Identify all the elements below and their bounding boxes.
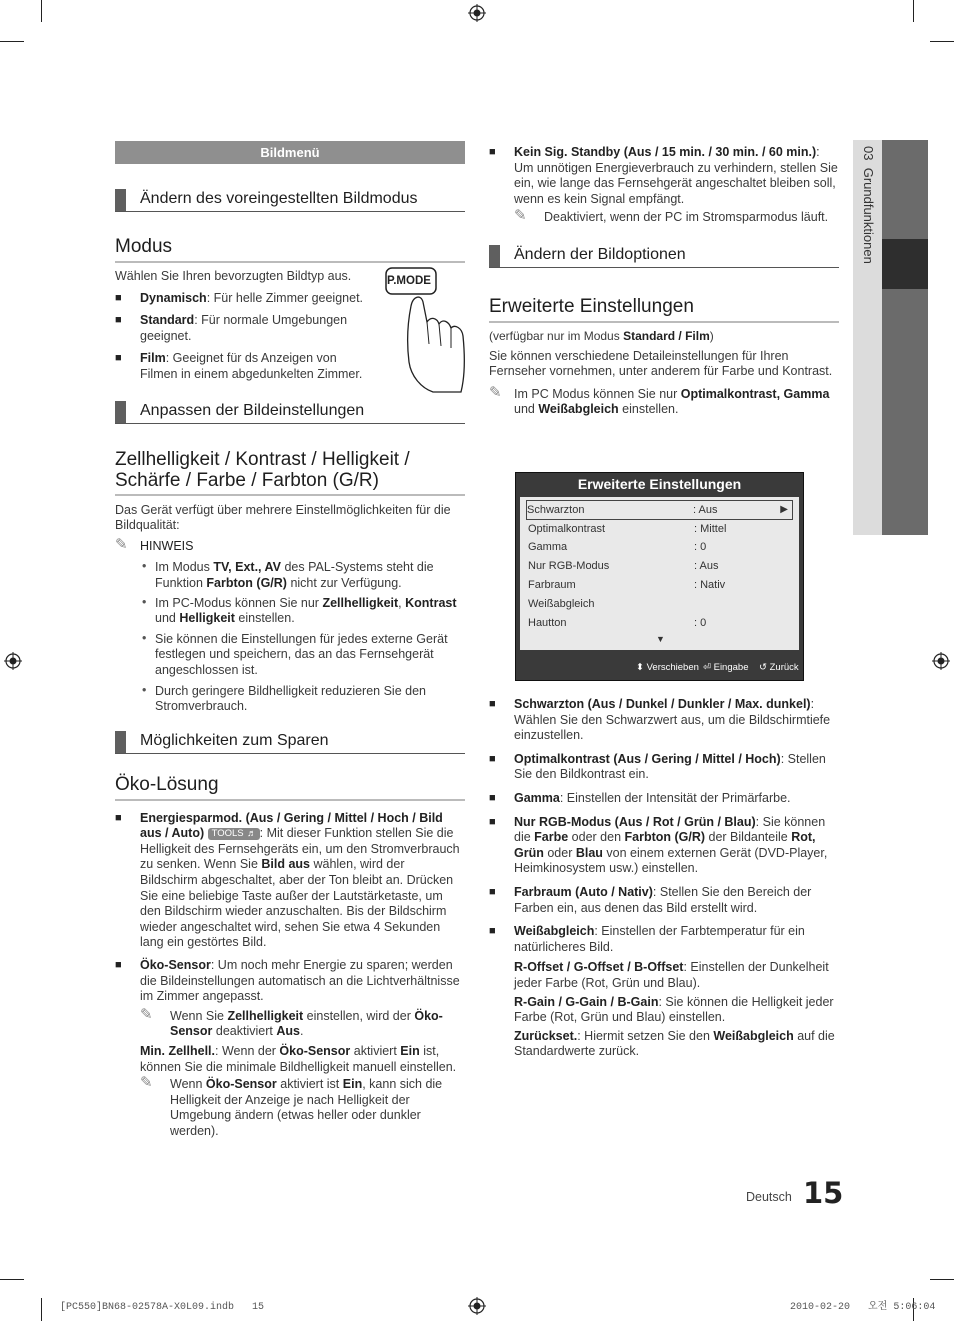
hinweis-list <box>140 560 465 714</box>
note: ✎ Wenn Öko-Sensor aktiviert ist Ein, kann sich die Helligkeit der Anzeige je nach Helligkeit der Umgebung ändern (etwas heller oder dunkler werden). <box>140 1074 443 1138</box>
tools-icon: ♬ <box>247 828 257 840</box>
list-item: ■ Öko-Sensor: Um noch mehr Energie zu sparen; werden die Bildeinstellungen automatisch an die Lichtverhältnisse im Zimmer angepasst. <box>115 958 465 1005</box>
footer-back: ↺ Zurück <box>759 662 799 673</box>
menu-row-farbraum[interactable]: Farbraum : Nativ <box>528 579 726 591</box>
crop-mark <box>930 1279 954 1280</box>
sub-item: R-Offset / G-Offset / B-Offset: Einstellen der Dunkelheit jeder Farbe (Rot, Grün und Blau). <box>514 960 829 990</box>
crop-mark <box>41 0 42 22</box>
list-item: ■ Farbraum (Auto / Nativ): Stellen Sie den Bereich der Farben ein, aus denen das Bild erstellt wird. <box>489 885 839 916</box>
list-item: ■ Dynamisch: Für helle Zimmer geeignet. <box>115 291 370 307</box>
menu-body <box>520 497 799 650</box>
list-item: ■ Nur RGB-Modus (Aus / Rot / Grün / Blau): Sie können die Farbe oder den Farbton (G/R) der Bildanteile Rot, Grün oder Blau von einem externen Gerät (DVD-Player, Heimkinosystem usw.) einstellen. <box>489 815 839 877</box>
updown-icon: ⬍ <box>636 662 644 673</box>
crop-mark <box>0 41 24 42</box>
menu-title: Erweiterte Einstellungen <box>577 476 742 492</box>
right-list <box>489 697 839 1060</box>
erw-intro: Sie können verschiedene Detaileinstellungen für Ihren Fernseher vornehmen, unter anderem für Farbe und Kontrast. <box>489 348 833 379</box>
crop-mark <box>41 1298 42 1321</box>
note: ✎ Im PC Modus können Sie nur Optimalkontrast, Gamma und Weißabgleich einstellen. <box>489 383 830 417</box>
heading-zellhelligkeit: Zellhelligkeit / Kontrast / Helligkeit / Schärfe / Farbe / Farbton (G/R) <box>115 449 465 496</box>
right-column <box>489 145 839 418</box>
menu-row-rgb[interactable]: Nur RGB-Modus : Aus <box>528 560 719 572</box>
sub-item: R-Gain / G-Gain / B-Gain: Sie können die Helligkeit jeder Farbe (Rot, Grün und Blau) einstellen. <box>514 994 834 1025</box>
note-pencil-icon: ✎ <box>115 535 128 553</box>
section-bar: Bildmenü <box>115 141 465 164</box>
side-tab-dark <box>882 140 928 535</box>
menu-row-gamma[interactable]: Gamma : 0 <box>528 541 707 553</box>
side-tab-active <box>882 239 928 289</box>
modus-intro: Wählen Sie Ihren bevorzugten Bildtyp aus. <box>115 269 352 283</box>
subheading: Ändern des voreingestellten Bildmodus <box>115 187 465 212</box>
hinweis-label: ✎ HINWEIS <box>115 535 194 553</box>
tools-badge: TOOLS ♬ <box>208 828 260 840</box>
list-item: • Im PC-Modus können Sie nur Zellhelligkeit, Kontrast und Helligkeit einstellen. <box>140 596 465 627</box>
oeko-list <box>115 811 465 1140</box>
list-item: ■ Schwarzton (Aus / Dunkel / Dunkler / Max. dunkel): Wählen Sie den Schwarzwert aus, um die Bildschirmtiefe einzustellen. <box>489 697 839 744</box>
pmode-button-label: P.MODE <box>387 275 431 287</box>
menu-row-weissabgleich[interactable]: Weißabgleich <box>528 598 595 610</box>
list-item: • Im Modus TV, Ext., AV des PAL-Systems steht die Funktion Farbton (G/R) nicht zur Verfügung. <box>140 560 465 591</box>
heading-erweiterte: Erweiterte Einstellungen <box>489 296 839 323</box>
side-tab-label: 03 Grundfunktionen <box>861 146 876 264</box>
modus-list <box>115 291 370 383</box>
registration-mark-icon <box>4 652 22 670</box>
registration-mark-icon <box>468 4 486 22</box>
list-item: ■ Standard: Für normale Umgebungen geeignet. <box>115 313 370 344</box>
note-pencil-icon: ✎ <box>489 383 502 401</box>
footer-enter: ⏎ Eingabe <box>703 662 749 673</box>
note-pencil-icon: ✎ <box>514 207 527 225</box>
heading-modus: Modus <box>115 236 465 263</box>
note-pencil-icon: ✎ <box>140 1074 153 1092</box>
crop-mark <box>930 41 954 42</box>
subheading: Anpassen der Bildeinstellungen <box>115 399 465 424</box>
heading-oeko: Öko-Lösung <box>115 774 465 801</box>
list-item: • Sie können die Einstellungen für jedes externe Gerät festlegen und speichern, das an das Fernsehgerät angeschlossen ist. <box>140 632 465 679</box>
crop-mark <box>913 0 914 22</box>
list-item: ■ Kein Sig. Standby (Aus / 15 min. / 30 min. / 60 min.): Um unnötigen Energieverbrauch zu verhindern, stellen Sie ein, wie lange das Fernsehgerät angeschaltet bleiben soll, wenn es kein Signal empfängt. <box>489 145 839 207</box>
min-zellhell-text: Min. Zellhell.: Wenn der Öko-Sensor aktiviert Ein ist, können Sie die minimale Bildhelligkeit manuell einstellen. <box>140 1044 457 1074</box>
crop-mark <box>0 1279 24 1280</box>
settings-menu <box>515 472 804 681</box>
enter-icon: ⏎ <box>703 662 711 673</box>
sub-item: Zurückset.: Hiermit setzen Sie den Weißabgleich auf die Standardwerte zurück. <box>514 1028 835 1059</box>
registration-mark-icon <box>932 652 950 670</box>
footer-date: 2010-02-20 오전 5:06:04 <box>790 1302 936 1313</box>
footer-language: Deutsch <box>746 1190 792 1204</box>
modus-section <box>115 269 465 383</box>
list-item: ■ Weißabgleich: Einstellen der Farbtemperatur für ein natürlicheres Bild. <box>489 924 839 955</box>
list-item: ■ Film: Geeignet für ds Anzeigen von Filmen in einem abgedunkelten Zimmer. <box>115 351 370 382</box>
list-item: • Durch geringere Bildhelligkeit reduzieren Sie den Stromverbrauch. <box>140 684 465 715</box>
footer-file: [PC550]BN68-02578A-X0L09.indb 15 <box>60 1302 265 1313</box>
menu-footer <box>516 650 803 680</box>
list-item: ■ Gamma: Einstellen der Intensität der Primärfarbe. <box>489 791 839 807</box>
menu-row-hautton[interactable]: Hautton : 0 <box>528 617 707 629</box>
note: ✎ Deaktiviert, wenn der PC im Stromsparmodus läuft. <box>514 207 829 225</box>
subheading: Möglichkeiten zum Sparen <box>115 729 465 754</box>
left-column <box>115 141 465 1140</box>
erw-availability: (verfügbar nur im Modus Standard / Film) <box>489 328 714 343</box>
list-item: ■ Optimalkontrast (Aus / Gering / Mittel / Hoch): Stellen Sie den Bildkontrast ein. <box>489 752 839 783</box>
return-icon: ↺ <box>759 662 767 673</box>
list-item: ■ Energiesparmod. (Aus / Gering / Mittel / Hoch / Bild aus / Auto) TOOLS ♬ : Mit dieser Funktion stellen Sie die Helligkeit des Fernsehgeräts ein, um den Stromverbrauch zu senken. Wenn Sie Bild aus wählen, wird der Bildschirm abgeschaltet, aber der Ton bleibt an. Drücken Sie eine beliebige Taste außer der Lautstärketaste, um den Bildschirm wieder anzuschalten. Bis der Bildschirm wieder angeschaltet wird, sehen Sie etwa 4 Sekunden lang ein gestörtes Bild. <box>115 811 465 951</box>
zell-intro: Das Gerät verfügt über mehrere Einstellmöglichkeiten für die Bildqualität: <box>115 502 451 533</box>
note: ✎ Wenn Sie Zellhelligkeit einstellen, wird der Öko-Sensor deaktiviert Aus. <box>140 1005 443 1039</box>
footer-move: ⬍ Verschieben <box>636 662 699 673</box>
menu-row-optimalkontrast[interactable]: Optimalkontrast : Mittel <box>528 523 727 535</box>
page-number: 15 <box>803 1176 844 1210</box>
note-pencil-icon: ✎ <box>140 1005 153 1023</box>
arrow-right-icon: ▶ <box>780 504 788 515</box>
menu-row-schwarzton[interactable]: Schwarzton : Aus ▶ <box>526 500 793 520</box>
registration-mark-icon <box>468 1297 486 1315</box>
subheading: Ändern der Bildoptionen <box>489 243 839 268</box>
scroll-down-icon[interactable]: ▼ <box>656 634 665 644</box>
